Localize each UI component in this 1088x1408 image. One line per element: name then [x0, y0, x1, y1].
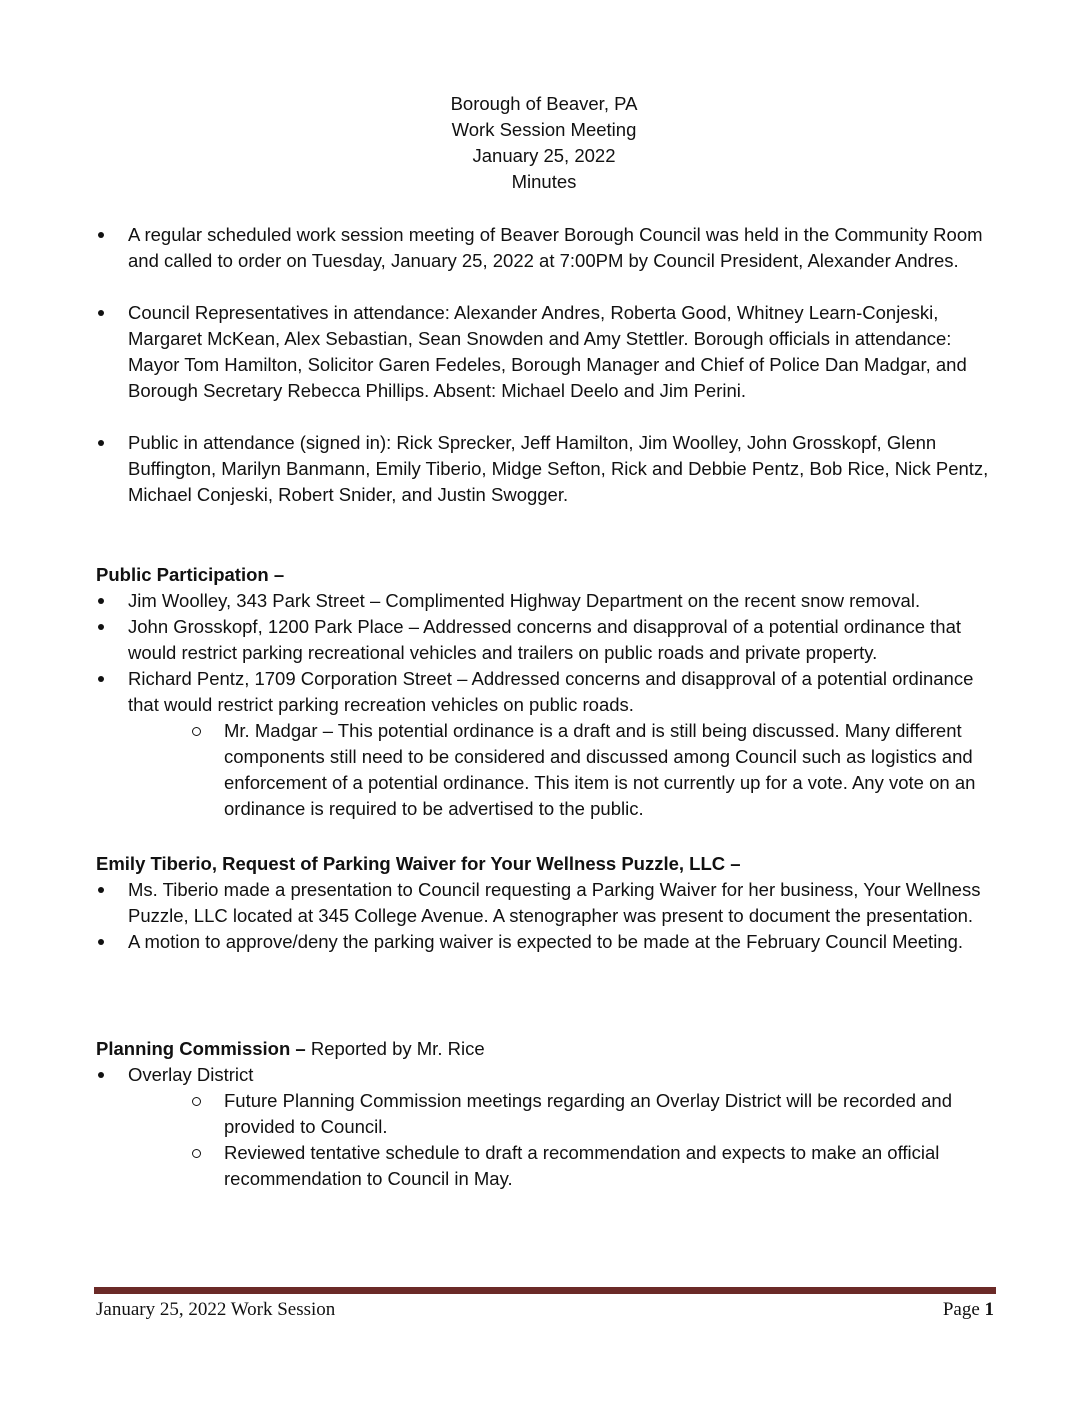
- parking-waiver-presentation: Ms. Tiberio made a presentation to Council requesting a Parking Waiver for her business, Your Wellness Puzzle, LLC located at 345 College Avenue. A stenographer was present to document the presentation.: [128, 879, 981, 926]
- header-date: January 25, 2022: [472, 145, 616, 166]
- bullet-icon: [98, 232, 104, 238]
- list-item: [96, 300, 996, 404]
- opening-list: [96, 222, 996, 534]
- footer-session-label: January 25, 2022 Work Session: [96, 1299, 336, 1320]
- planning-commission-title: Planning Commission –: [96, 1038, 306, 1059]
- list-item: [96, 588, 996, 614]
- circle-bullet-icon: [192, 727, 201, 736]
- list-item: [96, 929, 996, 955]
- opening-public-attendance: Public in attendance (signed in): Rick Sprecker, Jeff Hamilton, Jim Woolley, John Grosskopf, Glenn Buffington, Marilyn Banmann, Emily Tiberio, Midge Sefton, Rick and Debbie Pentz, Bob Rice, Nick Pentz, Michael Conjeski, Robert Snider, and Justin Swogger.: [128, 432, 989, 505]
- list-item: [96, 666, 996, 718]
- document-header: [0, 91, 1088, 195]
- parking-waiver-motion: A motion to approve/deny the parking waiver is expected to be made at the February Council Meeting.: [128, 931, 964, 952]
- list-item: [96, 718, 996, 822]
- overlay-district-item: Overlay District: [128, 1064, 254, 1085]
- list-item: [96, 1088, 996, 1140]
- bullet-icon: [98, 310, 104, 316]
- overlay-district-note: Future Planning Commission meetings regarding an Overlay District will be recorded and provided to Council.: [224, 1090, 952, 1137]
- planning-commission-reporter: Reported by Mr. Rice: [310, 1038, 485, 1059]
- header-borough: Borough of Beaver, PA: [450, 93, 638, 114]
- opening-attendance: Council Representatives in attendance: Alexander Andres, Roberta Good, Whitney Learn-Conjeski, Margaret McKean, Alex Sebastian, Sean Snowden and Amy Stettler. Borough officials in attendance: Mayor Tom Hamilton, Solicitor Garen Fedeles, Borough Manager and Chief of Police Dan Madgar, and Borough Secretary Rebecca Phillips. Absent: Michael Deelo and Jim Perini.: [128, 302, 967, 401]
- bullet-icon: [98, 598, 104, 604]
- bullet-icon: [98, 1072, 104, 1078]
- list-item: [96, 222, 996, 274]
- footer-divider: [94, 1287, 996, 1294]
- overlay-district-note: Reviewed tentative schedule to draft a recommendation and expects to make an official recommendation to Council in May.: [224, 1142, 940, 1189]
- planning-commission-heading: [96, 1036, 996, 1062]
- bullet-icon: [98, 887, 104, 893]
- parking-waiver-heading: Emily Tiberio, Request of Parking Waiver for Your Wellness Puzzle, LLC –: [96, 853, 741, 874]
- participant-comment: Richard Pentz, 1709 Corporation Street – Addressed concerns and disapproval of a potential ordinance that would restrict parking recreation vehicles on public roads.: [128, 668, 974, 715]
- participant-comment: John Grosskopf, 1200 Park Place – Addressed concerns and disapproval of a potential ordinance that would restrict parking recreational vehicles and trailers on public roads and private property.: [128, 616, 962, 663]
- list-item: [96, 877, 996, 929]
- participant-comment: Jim Woolley, 343 Park Street – Complimented Highway Department on the recent snow removal.: [128, 590, 921, 611]
- footer-page-label: Page: [942, 1299, 980, 1320]
- bullet-icon: [98, 440, 104, 446]
- footer-page-number: [943, 1297, 994, 1323]
- bullet-icon: [98, 676, 104, 682]
- public-participation-section: [96, 562, 996, 822]
- bullet-icon: [98, 624, 104, 630]
- list-item: [96, 1140, 996, 1192]
- public-participation-heading: Public Participation –: [96, 564, 285, 585]
- parking-waiver-section: [96, 851, 996, 955]
- circle-bullet-icon: [192, 1097, 201, 1106]
- bullet-icon: [98, 939, 104, 945]
- footer-page-value: 1: [984, 1299, 994, 1320]
- header-title: Minutes: [511, 171, 577, 192]
- opening-call-to-order: A regular scheduled work session meeting of Beaver Borough Council was held in the Community Room and called to order on Tuesday, January 25, 2022 at 7:00PM by Council President, Alexander Andres.: [128, 224, 983, 271]
- madgar-response: Mr. Madgar – This potential ordinance is a draft and is still being discussed. Many different components still need to be considered and discussed among Council such as logistics and enforcement of a potential ordinance. This item is not currently up for a vote. Any vote on an ordinance is required to be advertised to the public.: [224, 720, 976, 819]
- planning-commission-section: [96, 1036, 996, 1192]
- header-meeting-type: Work Session Meeting: [451, 119, 637, 140]
- list-item: [96, 614, 996, 666]
- list-item: [96, 1062, 996, 1088]
- list-item: [96, 430, 996, 508]
- circle-bullet-icon: [192, 1149, 201, 1158]
